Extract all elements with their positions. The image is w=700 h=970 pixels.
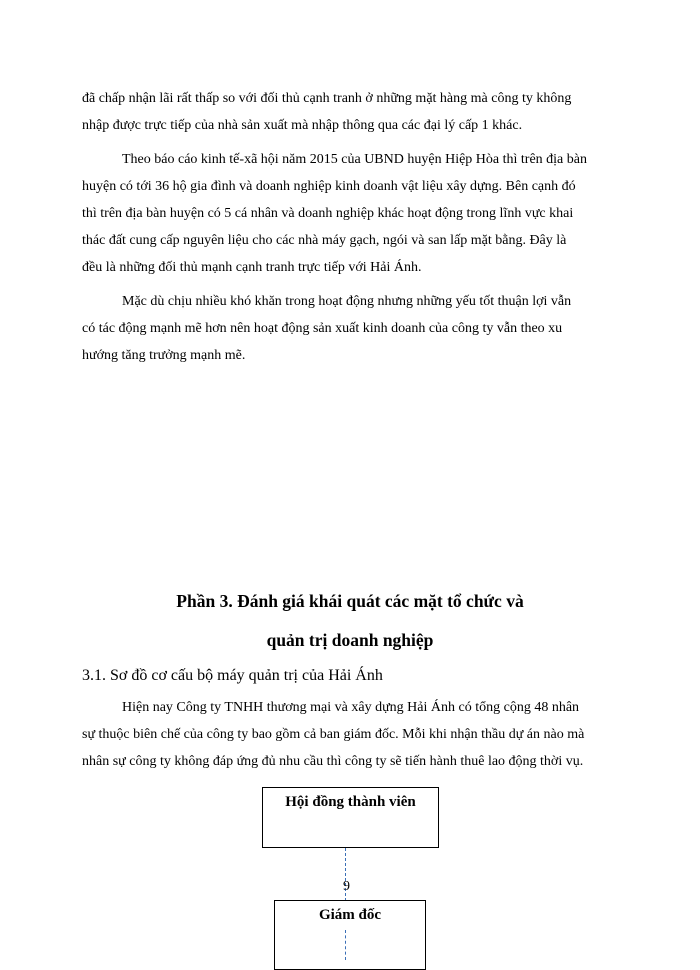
org-connector-line-lower [345, 930, 346, 960]
text-line: Mặc dù chịu nhiều khó khăn trong hoạt động nhưng những yếu tốt thuận lợi vẫn [122, 294, 572, 309]
text-line: nhập được trực tiếp của nhà sản xuất mà nhập thông qua các đại lý cấp 1 khác. [82, 118, 523, 133]
text-line: Hiện nay Công ty TNHH thương mại và xây dựng Hải Ánh có tổng cộng 48 nhân [122, 700, 580, 715]
text-line: có tác động mạnh mẽ hơn nên hoạt động sản xuất kinh doanh của công ty vẫn theo xu [82, 321, 563, 336]
org-box-label: Hội đồng thành viên [285, 794, 416, 810]
text-line: thì trên địa bàn huyện có 5 cá nhân và doanh nghiệp khác hoạt động trong lĩnh vực khai [82, 206, 574, 221]
org-box-label: Giám đốc [318, 907, 382, 923]
text-line: nhân sự công ty không đáp ứng đủ nhu cầu thì công ty sẽ tiến hành thuê lao động thời vụ. [82, 754, 584, 769]
text-line: Theo báo cáo kinh tế-xã hội năm 2015 của UBND huyện Hiệp Hòa thì trên địa bàn [122, 152, 587, 167]
text-line: đều là những đối thủ mạnh cạnh tranh trực tiếp với Hải Ánh. [82, 260, 422, 275]
section-heading-line1: Phần 3. Đánh giá khái quát các mặt tổ chức và [176, 591, 524, 611]
text-line: sự thuộc biên chế của công ty bao gồm cả ban giám đốc. Mỗi khi nhận thầu dự án nào mà [82, 727, 585, 742]
paragraph-staff [82, 694, 622, 775]
text-line: hướng tăng trưởng mạnh mẽ. [82, 348, 246, 363]
text-line: đã chấp nhận lãi rất thấp so với đối thủ cạnh tranh ở những mặt hàng mà công ty không [82, 91, 572, 106]
paragraph-competitors [82, 146, 622, 281]
paragraph-growth [82, 288, 622, 369]
paragraph-continuation [82, 85, 622, 139]
text-line: huyện có tới 36 hộ gia đình và doanh nghiệp kinh doanh vật liệu xây dựng. Bên cạnh đó [82, 179, 576, 194]
page-number: 9 [343, 879, 350, 894]
section-heading-line2: quản trị doanh nghiệp [266, 630, 434, 650]
text-line: thác đất cung cấp nguyên liệu cho các nhà máy gạch, ngói và san lấp mặt bằng. Đây là [82, 233, 567, 248]
org-box-board-of-members [262, 787, 439, 848]
subsection-heading: 3.1. Sơ đồ cơ cấu bộ máy quản trị của Hải Ánh [82, 667, 383, 684]
